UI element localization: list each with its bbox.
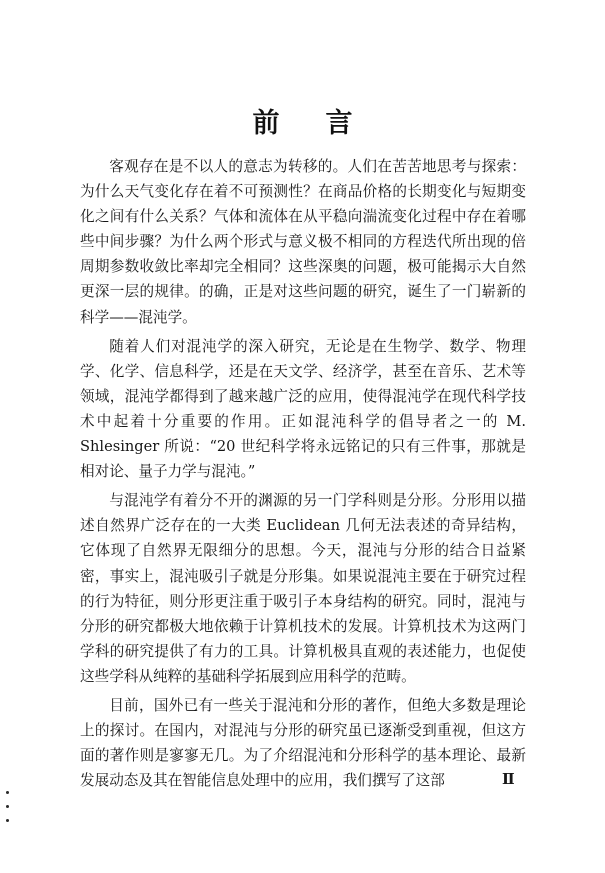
scan-dot [6,819,9,822]
page-number: Ⅱ [502,770,515,788]
page-title: 前言 [252,108,399,140]
preface-body [80,154,526,797]
paragraph-3: 与混沌学有着分不开的渊源的另一门学科则是分形。分形用以描述自然界广泛存在的一大类 Euclidean 几何无法表述的奇异结构，它体现了自然界无限细分的思想。今天，混沌与分形的结合日益紧密，事实上，混沌吸引子就是分形集。如果说混沌主要在于研究过程的行为特征，则分形更注重于吸引子本身结构的研究。同时，混沌与分形的研究都极大地依赖于计算机技术的发展。计算机技术为这两门学科的研究提供了有力的工具。计算机极具直观的表述能力，也促使这些学科从纯粹的基础科学拓展到应用科学的范畴。 [80,492,526,685]
paragraph-4: 目前，国外已有一些关于混沌和分形的著作，但绝大多数是理论上的探讨。在国内，对混沌与分形的研究虽已逐渐受到重视，但这方面的著作则是寥寥无几。为了介绍混沌和分形科学的基本理论、最新发展动态及其在智能信息处理中的应用，我们撰写了这部 [80,696,526,790]
scan-dot [6,805,9,808]
paragraph-1: 客观存在是不以人的意志为转移的。人们在苦苦地思考与探索：为什么天气变化存在着不可预测性？在商品价格的长期变化与短期变化之间有什么关系？气体和流体在从平稳向湍流变化过程中存在着哪些中间步骤？为什么两个形式与意义极不相同的方程迭代所出现的倍周期参数收敛比率却完全相同？这些深奥的问题，极可能揭示大自然更深一层的规律。的确，正是对这些问题的研究，诞生了一门崭新的科学——混沌学。 [80,158,526,326]
scan-artifact-marks [5,787,11,829]
scan-dot [6,791,9,794]
paragraph-2: 随着人们对混沌学的深入研究，无论是在生物学、数学、物理学、化学、信息科学，还是在天文学、经济学，甚至在音乐、艺术等领域，混沌学都得到了越来越广泛的应用，使得混沌学在现代科学技术中起着十分重要的作用。正如混沌科学的倡导者之一的 M. Shlesinger 所说：“20 世纪科学将永远铭记的只有三件事，那就是相对论、量子力学与混沌。” [80,337,526,481]
